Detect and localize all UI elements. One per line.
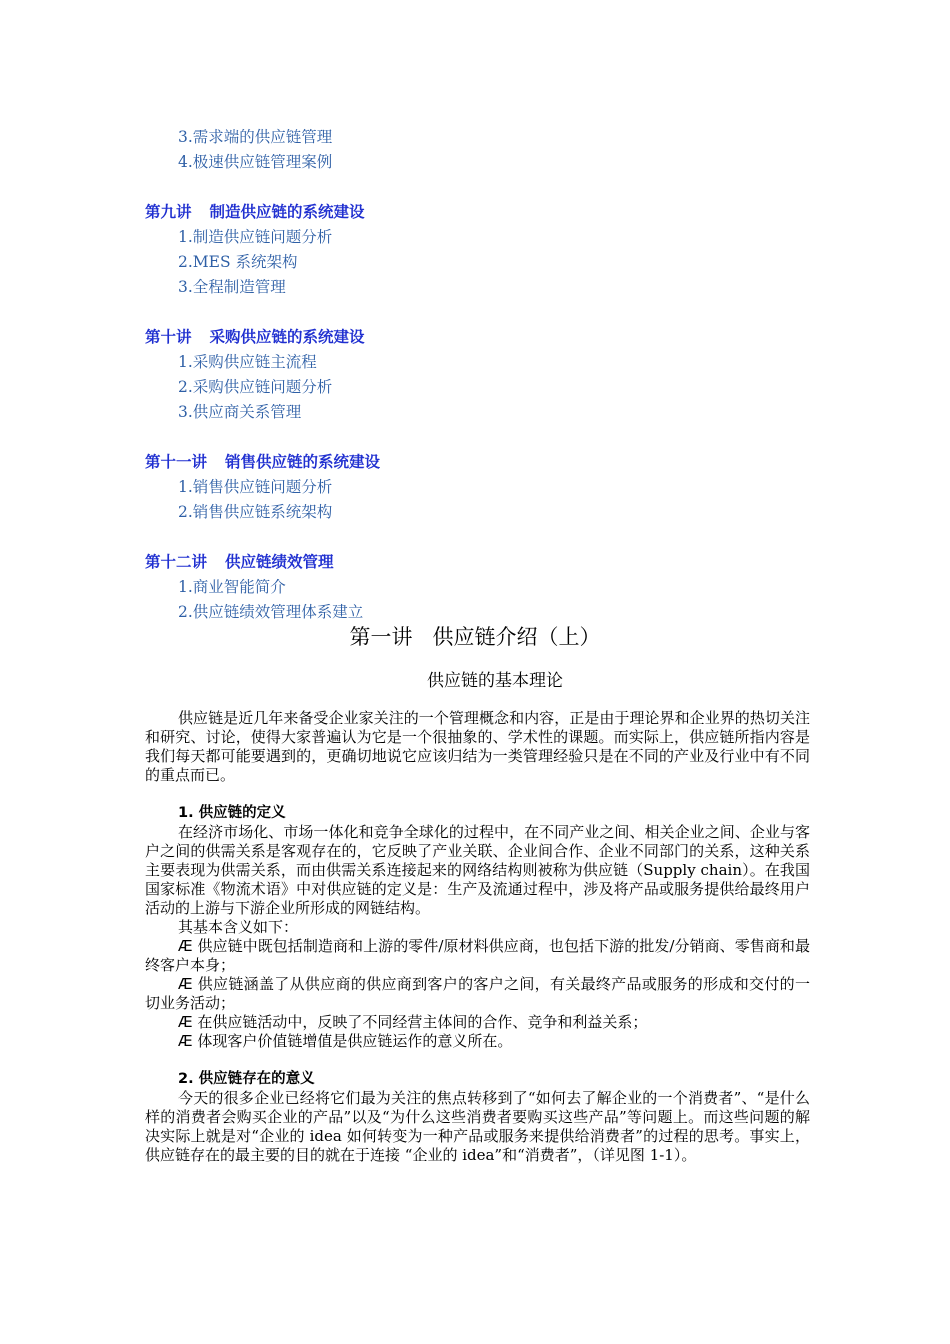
subsection-heading-significance: 2. 供应链存在的意义 — [178, 1071, 315, 1087]
toc-item[interactable]: 4.极速供应链管理案例 — [178, 153, 333, 171]
bullet-marker: Æ — [178, 1032, 193, 1050]
chapter-number: 第十二讲 — [145, 553, 208, 571]
bullet-marker: Æ — [178, 1013, 193, 1031]
intro-paragraph: 供应链是近几年来备受企业家关注的一个管理概念和内容，正是由于理论界和企业界的热切关注和研究、讨论，使得大家普遍认为它是一个很抽象的、学术性的课题。而实际上，供应链所指内容是我们每天都可能要遇到的，更确切地说它应该归结为一类管理经验只是在不同的产业及行业中有不同的重点而已。 — [145, 709, 810, 784]
toc-chapter-12[interactable] — [145, 550, 845, 575]
chapter-number: 第十讲 — [145, 328, 192, 346]
chapter-title: 销售供应链的系统建设 — [225, 453, 381, 471]
bullet-item — [145, 1013, 810, 1032]
bullet-text: 体现客户价值链增值是供应链运作的意义所在。 — [197, 1032, 513, 1050]
chapter-number: 第十一讲 — [145, 453, 208, 471]
toc-item[interactable]: 2.供应链绩效管理体系建立 — [178, 603, 364, 621]
toc-item[interactable]: 1.销售供应链问题分析 — [178, 478, 333, 496]
lecture-title — [0, 622, 950, 652]
bullet-text: 在供应链活动中，反映了不同经营主体间的合作、竞争和利益关系； — [197, 1013, 648, 1031]
toc-item[interactable]: 2.MES 系统架构 — [178, 253, 298, 271]
table-of-contents — [145, 125, 845, 625]
chapter-title: 采购供应链的系统建设 — [209, 328, 365, 346]
toc-item[interactable]: 3.全程制造管理 — [178, 278, 286, 296]
bullet-item — [145, 937, 810, 975]
lecture-number: 第一讲 — [349, 625, 413, 649]
toc-chapter-9[interactable] — [145, 200, 845, 225]
bullet-item — [145, 1032, 810, 1051]
subsection-heading-definition: 1. 供应链的定义 — [178, 805, 286, 821]
toc-chapter-10[interactable] — [145, 325, 845, 350]
toc-item[interactable]: 3.供应商关系管理 — [178, 403, 302, 421]
toc-item[interactable]: 1.制造供应链问题分析 — [178, 228, 333, 246]
definition-lead: 其基本含义如下： — [178, 918, 299, 936]
toc-item[interactable]: 2.销售供应链系统架构 — [178, 503, 333, 521]
bullet-marker: Æ — [178, 975, 193, 993]
bullet-marker: Æ — [178, 937, 193, 955]
toc-item[interactable]: 1.商业智能简介 — [178, 578, 286, 596]
chapter-title: 制造供应链的系统建设 — [209, 203, 365, 221]
section-title: 供应链的基本理论 — [427, 671, 563, 691]
chapter-number: 第九讲 — [145, 203, 192, 221]
definition-paragraph: 在经济市场化、市场一体化和竞争全球化的过程中，在不同产业之间、相关企业之间、企业与客户之间的供需关系是客观存在的，它反映了产业关联、企业间合作、企业不同部门的关系，这种关系主要表现为供需关系，而由供需关系连接起来的网络结构则被称为供应链（Supply chain）。在我国国家标准《物流术语》中对供应链的定义是：生产及流通过程中，涉及将产品或服务提供给最终用户活动的上游与下游企业所形成的网链结构。 — [145, 823, 810, 917]
bullet-item — [145, 975, 810, 1013]
significance-paragraph: 今天的很多企业已经将它们最为关注的焦点转移到了“如何去了解企业的一个消费者”、“是什么样的消费者会购买企业的产品”以及“为什么这些消费者要购买这些产品”等问题上。而这些问题的解决实际上就是对“企业的 idea 如何转变为一种产品或服务来提供给消费者”的过程的思考。事实上，供应链存在的最主要的目的就在于连接 “企业的 idea”和“消费者”，（详见图 1-1）。 — [145, 1089, 810, 1164]
chapter-title: 供应链绩效管理 — [225, 553, 334, 571]
toc-item[interactable]: 2.采购供应链问题分析 — [178, 378, 333, 396]
document-body — [145, 709, 810, 1165]
lecture-name: 供应链介绍（上） — [432, 625, 601, 649]
toc-item[interactable]: 3.需求端的供应链管理 — [178, 128, 333, 146]
toc-item[interactable]: 1.采购供应链主流程 — [178, 353, 317, 371]
bullet-text: 供应链中既包括制造商和上游的零件/原材料供应商，也包括下游的批发/分销商、零售商和最终客户本身； — [145, 937, 810, 974]
toc-chapter-11[interactable] — [145, 450, 845, 475]
bullet-text: 供应链涵盖了从供应商的供应商到客户的客户之间，有关最终产品或服务的形成和交付的一切业务活动； — [145, 975, 810, 1012]
